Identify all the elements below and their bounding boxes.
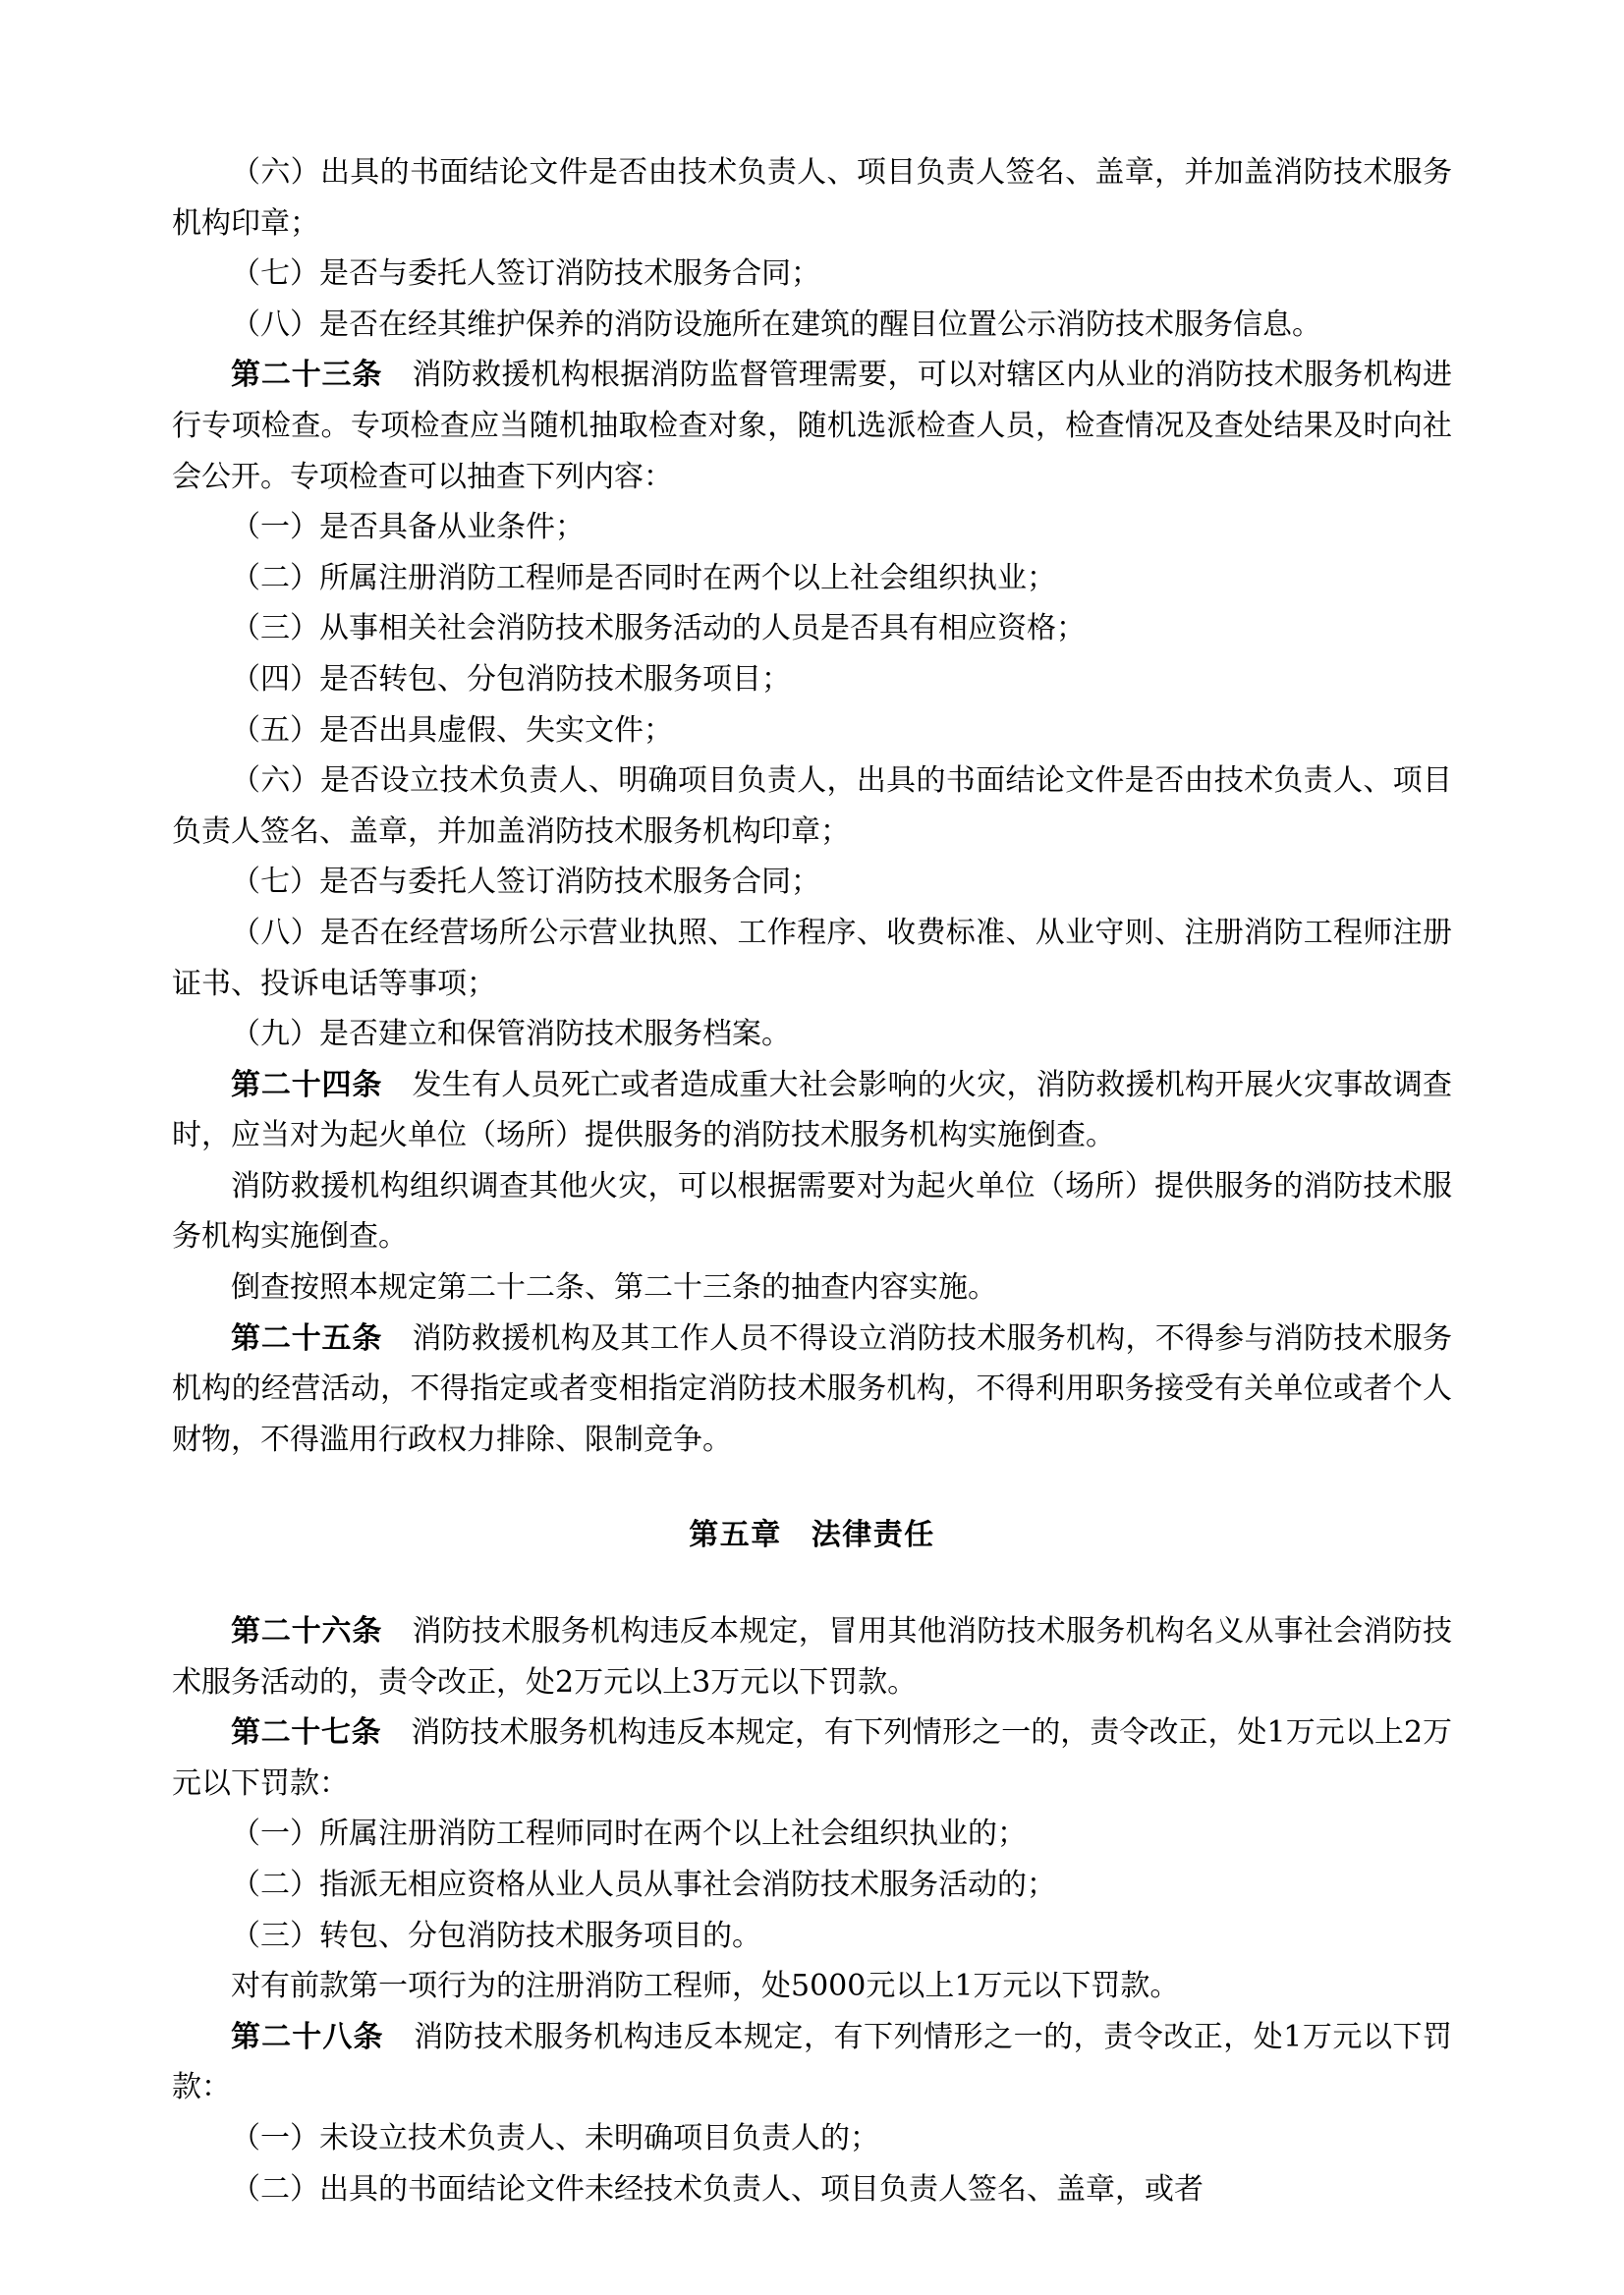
article-paragraph	[172, 1060, 1452, 1161]
article-label: 第二十七条	[231, 1715, 382, 1751]
body-paragraph: （五）是否出具虚假、失实文件；	[231, 712, 673, 748]
body-paragraph: （二）所属注册消防工程师是否同时在两个以上社会组织执业；	[231, 560, 1056, 595]
article-text: 发生有人员死亡或者造成重大社会影响的火灾，消防救援机构开展火灾事故调查时，应当对为起火单位（场所）提供服务的消防技术服务机构实施倒查。	[172, 1067, 1452, 1153]
body-paragraph: （三）转包、分包消防技术服务项目的。	[231, 1918, 761, 1953]
body-paragraph: （八）是否在经其维护保养的消防设施所在建筑的醒目位置公示消防技术服务信息。	[231, 307, 1321, 342]
article-paragraph	[172, 1606, 1452, 1707]
article-text: 消防技术服务机构违反本规定，有下列情形之一的，责令改正，处1万元以上2万元以下罚款：	[172, 1715, 1452, 1801]
body-paragraph: （七）是否与委托人签订消防技术服务合同；	[231, 865, 820, 900]
chapter-title-text: 法律责任	[811, 1518, 935, 1553]
body-paragraph: 对有前款第一项行为的注册消防工程师，处5000元以上1万元以下罚款。	[231, 1969, 1180, 2004]
article-label: 第二十八条	[231, 2019, 384, 2054]
body-paragraph: （九）是否建立和保管消防技术服务档案。	[231, 1017, 791, 1052]
article-text: 消防救援机构根据消防监督管理需要，可以对辖区内从业的消防技术服务机构进行专项检查。专项检查应当随机抽取检查对象，随机选派检查人员，检查情况及查处结果及时向社会公开。专项检查可以抽查下列内容：	[172, 358, 1452, 494]
body-paragraph: （二）指派无相应资格从业人员从事社会消防技术服务活动的；	[231, 1868, 1056, 1902]
body-paragraph: （二）出具的书面结论文件未经技术负责人、项目负责人签名、盖章，或者	[231, 2171, 1204, 2207]
article-text: 消防技术服务机构违反本规定，冒用其他消防技术服务机构名义从事社会消防技术服务活动的，责令改正，处2万元以上3万元以下罚款。	[172, 1614, 1452, 1700]
article-label: 第二十三条	[231, 358, 383, 393]
body-paragraph: （三）从事相关社会消防技术服务活动的人员是否具有相应资格；	[231, 611, 1086, 646]
article-paragraph	[172, 1707, 1452, 1809]
article-text: 消防救援机构及其工作人员不得设立消防技术服务机构，不得参与消防技术服务机构的经营活动，不得指定或者变相指定消防技术服务机构，不得利用职务接受有关单位或者个人财物，不得滥用行政权力排除、限制竞争。	[172, 1320, 1452, 1457]
article-paragraph	[172, 2012, 1452, 2113]
body-paragraph: （一）是否具备从业条件；	[231, 510, 585, 545]
article-label: 第二十四条	[231, 1067, 383, 1102]
article-text: 消防技术服务机构违反本规定，有下列情形之一的，责令改正，处1万元以下罚款：	[172, 2019, 1453, 2105]
document-body	[172, 147, 1452, 2214]
body-paragraph: （一）未设立技术负责人、未明确项目负责人的；	[231, 2120, 879, 2155]
body-paragraph: （四）是否转包、分包消防技术服务项目；	[231, 661, 791, 697]
article-paragraph	[172, 1314, 1452, 1466]
article-label: 第二十五条	[231, 1320, 383, 1356]
chapter-heading	[172, 1510, 1452, 1561]
body-paragraph: （七）是否与委托人签订消防技术服务合同；	[231, 256, 820, 292]
body-paragraph: （六）出具的书面结论文件是否由技术负责人、项目负责人签名、盖章，并加盖消防技术服务机构印章；	[172, 155, 1452, 241]
article-label: 第二十六条	[231, 1614, 383, 1650]
body-paragraph: （八）是否在经营场所公示营业执照、工作程序、收费标准、从业守则、注册消防工程师注册证书、投诉电话等事项；	[172, 915, 1452, 1001]
chapter-number: 第五章	[689, 1518, 782, 1553]
body-paragraph: 倒查按照本规定第二十二条、第二十三条的抽查内容实施。	[231, 1270, 997, 1306]
body-paragraph: 消防救援机构组织调查其他火灾，可以根据需要对为起火单位（场所）提供服务的消防技术服务机构实施倒查。	[172, 1168, 1452, 1255]
article-paragraph	[172, 350, 1452, 502]
body-paragraph: （六）是否设立技术负责人、明确项目负责人，出具的书面结论文件是否由技术负责人、项目负责人签名、盖章，并加盖消防技术服务机构印章；	[172, 763, 1452, 849]
body-paragraph: （一）所属注册消防工程师同时在两个以上社会组织执业的；	[231, 1817, 1027, 1852]
